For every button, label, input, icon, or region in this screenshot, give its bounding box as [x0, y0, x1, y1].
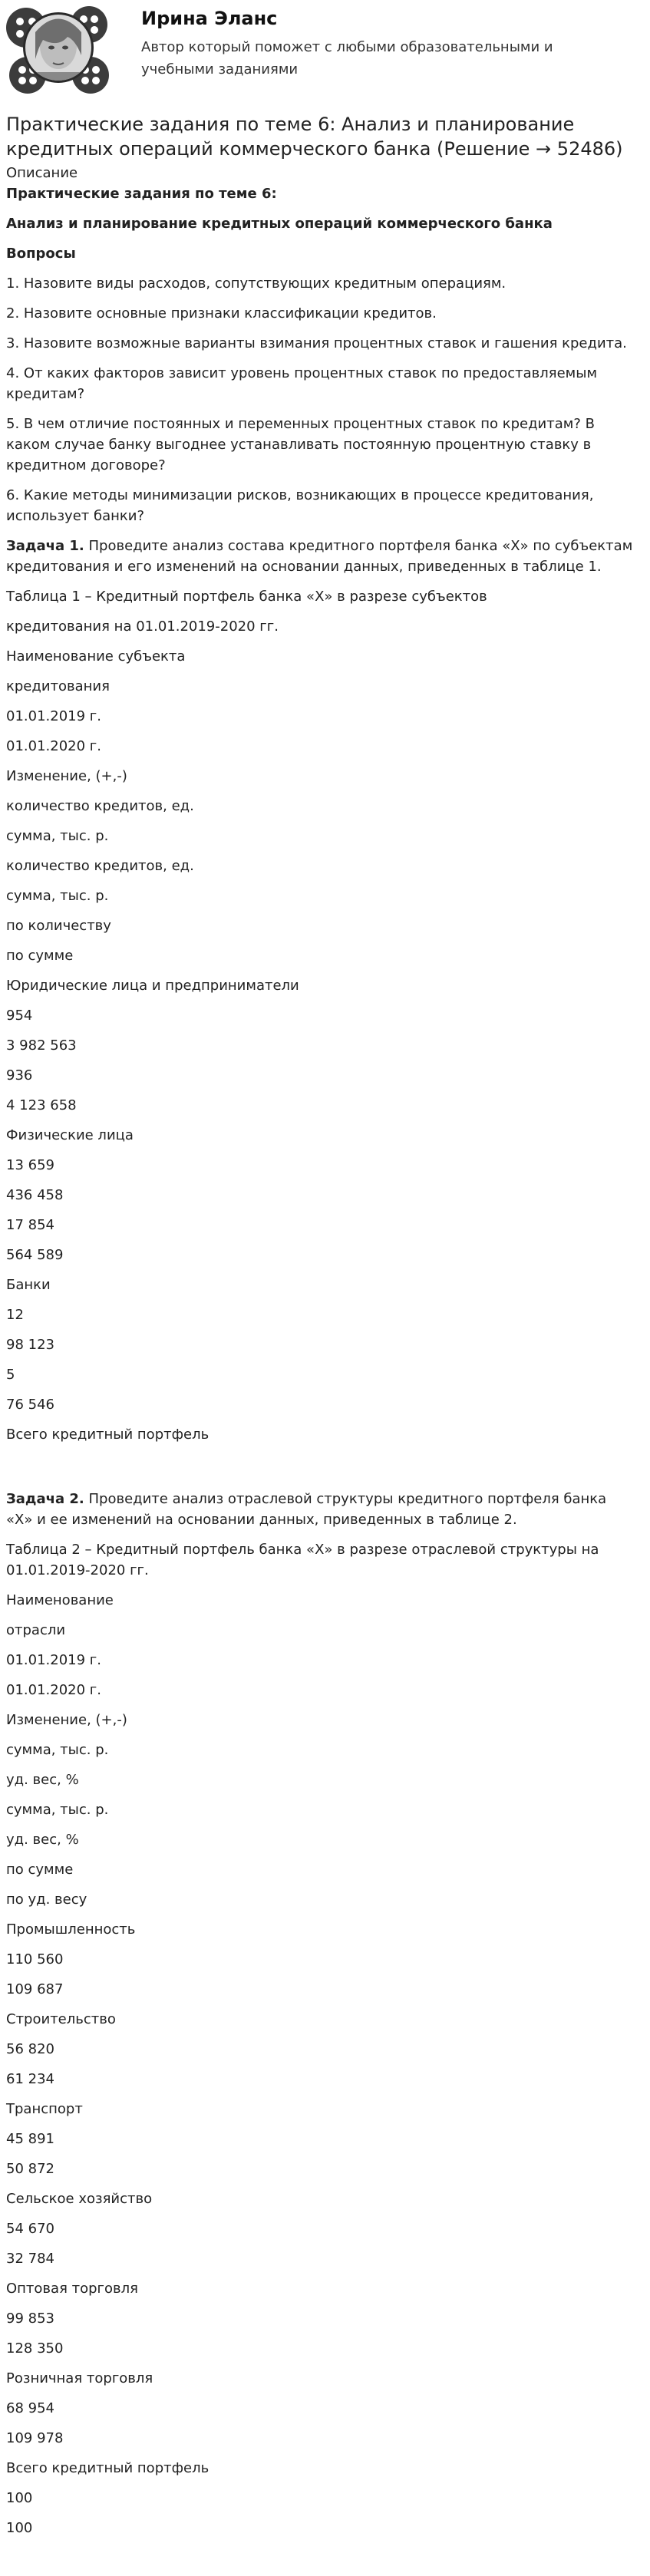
question-item: 6. Какие методы минимизации рисков, возникающих в процессе кредитования, использует банки? — [6, 487, 594, 524]
table-cell: 98 123 — [6, 1337, 54, 1353]
table-cell: 56 820 — [6, 2041, 54, 2057]
task2-text: Проведите анализ отраслевой структуры кредитного портфеля банка «Х» и ее изменений на основании данных, приведенных в таблице 2. — [6, 1491, 607, 1528]
author-description: Автор который поможет с любыми образовательными и учебными заданиями — [141, 39, 553, 78]
question-item: 3. Назовите возможные варианты взимания процентных ставок и гашения кредита. — [6, 335, 627, 351]
table-cell: количество кредитов, ед. — [6, 798, 194, 814]
table-cell: Наименование субъекта — [6, 648, 186, 665]
question-item: 2. Назовите основные признаки классификации кредитов. — [6, 305, 437, 322]
task1-paragraph — [6, 536, 637, 577]
table-cell: 128 350 — [6, 2340, 64, 2357]
table-cell: 936 — [6, 1067, 33, 1084]
table-cell: Оптовая торговля — [6, 2281, 138, 2297]
table-cell: Строительство — [6, 2011, 116, 2027]
table-cell: 13 659 — [6, 1157, 54, 1173]
table-cell: 68 954 — [6, 2400, 54, 2416]
author-name[interactable]: Ирина Эланс — [141, 8, 278, 29]
page-title: Практические задания по теме 6: Анализ и планирование кредитных операций коммерческого банка (Решение → 52486) — [6, 114, 623, 160]
table-cell: Наименование — [6, 1592, 114, 1608]
question-item: 4. От каких факторов зависит уровень процентных ставок по предоставляемым кредитам? — [6, 365, 598, 402]
table-cell: 12 — [6, 1307, 24, 1323]
table-cell: по сумме — [6, 948, 74, 964]
table-cell: 100 — [6, 2520, 33, 2536]
table-cell: Промышленность — [6, 1921, 136, 1938]
topic-heading: Практические задания по теме 6: — [6, 186, 277, 202]
topic-subheading: Анализ и планирование кредитных операций коммерческого банка — [6, 216, 553, 232]
table-cell: количество кредитов, ед. — [6, 858, 194, 874]
table-cell: 01.01.2019 г. — [6, 1652, 101, 1668]
question-item: 1. Назовите виды расходов, сопутствующих кредитным операциям. — [6, 275, 506, 292]
table-cell: 109 687 — [6, 1981, 64, 1997]
table-cell: Банки — [6, 1277, 51, 1293]
table-cell: по количеству — [6, 918, 111, 934]
questions-heading: Вопросы — [6, 246, 76, 262]
table1-cells — [6, 646, 637, 1445]
table-cell: 76 546 — [6, 1397, 54, 1413]
table-cell: 17 854 — [6, 1217, 54, 1233]
table-cell: Розничная торговля — [6, 2370, 153, 2386]
table-cell: 4 123 658 — [6, 1097, 77, 1113]
task1-text: Проведите анализ состава кредитного портфеля банка «Х» по субъектам кредитования и его изменений на основании данных, приведенных в таблице 1. — [6, 538, 633, 575]
table1-caption-line1: Таблица 1 – Кредитный портфель банка «Х» в разрезе субъектов — [6, 589, 487, 605]
author-avatar[interactable] — [5, 2, 112, 100]
table-cell: Транспорт — [6, 2101, 83, 2117]
table-cell: Физические лица — [6, 1127, 134, 1143]
table-cell: сумма, тыс. р. — [6, 1802, 109, 1818]
table-cell: кредитования — [6, 678, 110, 694]
table-cell: 01.01.2020 г. — [6, 738, 101, 754]
table-cell: 109 978 — [6, 2430, 64, 2446]
table-cell: 32 784 — [6, 2251, 54, 2267]
table1-caption-line2: кредитования на 01.01.2019-2020 гг. — [6, 618, 279, 635]
table-cell: сумма, тыс. р. — [6, 828, 109, 844]
table-cell: 54 670 — [6, 2221, 54, 2237]
table-cell: 01.01.2020 г. — [6, 1682, 101, 1698]
table-cell: 110 560 — [6, 1951, 64, 1967]
task2-label: Задача 2. — [6, 1491, 84, 1507]
table-cell: уд. вес, % — [6, 1772, 79, 1788]
table-cell: отрасли — [6, 1622, 66, 1638]
table2-cells — [6, 1590, 637, 2538]
table-cell: по уд. весу — [6, 1892, 87, 1908]
table-cell: 954 — [6, 1008, 33, 1024]
table-cell: уд. вес, % — [6, 1832, 79, 1848]
table-cell: 50 872 — [6, 2161, 54, 2177]
question-item: 5. В чем отличие постоянных и переменных процентных ставок по кредитам? В каком случае банку выгоднее устанавливать постоянную процентную ставку в кредитном договоре? — [6, 416, 595, 473]
table-cell: 99 853 — [6, 2310, 54, 2327]
task2-paragraph — [6, 1489, 637, 1530]
table-cell: Изменение, (+,-) — [6, 1712, 127, 1728]
table-cell: Изменение, (+,-) — [6, 768, 127, 784]
table-cell: 100 — [6, 2490, 33, 2506]
table2-caption: Таблица 2 – Кредитный портфель банка «Х» в разрезе отраслевой структуры на 01.01.2019-2020 гг. — [6, 1542, 599, 1578]
table-cell: 564 589 — [6, 1247, 64, 1263]
table-cell: сумма, тыс. р. — [6, 1742, 109, 1758]
table-cell: 436 458 — [6, 1187, 64, 1203]
table-cell: 45 891 — [6, 2131, 54, 2147]
task1-label: Задача 1. — [6, 538, 84, 554]
document-body — [6, 163, 637, 2538]
table-cell: по сумме — [6, 1862, 74, 1878]
table-cell: сумма, тыс. р. — [6, 888, 109, 904]
table-cell: Всего кредитный портфель — [6, 2460, 210, 2476]
table-cell: Юридические лица и предприниматели — [6, 978, 299, 994]
author-header — [0, 0, 650, 107]
table-cell: 01.01.2019 г. — [6, 708, 101, 724]
table-cell: 5 — [6, 1367, 15, 1383]
table-cell: 61 234 — [6, 2071, 54, 2087]
table-cell: Сельское хозяйство — [6, 2191, 153, 2207]
table-cell: 3 982 563 — [6, 1037, 77, 1054]
table-cell: Всего кредитный портфель — [6, 1427, 210, 1443]
description-label: Описание — [6, 165, 78, 181]
